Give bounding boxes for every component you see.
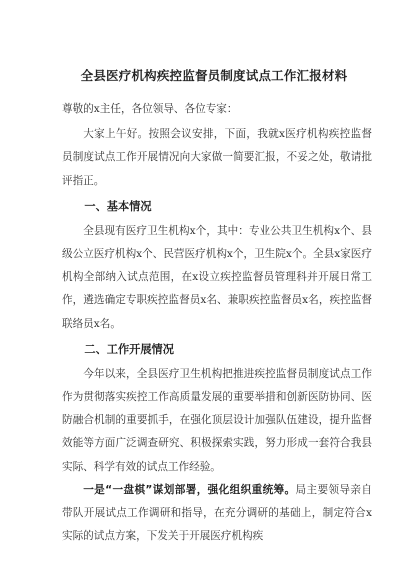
- item-one-body: 局主要领导亲自带队开展试点工作调研和指导，在充分调研的基础上，制定符合x实际的试点方案，下发关于开展医疗机构疾: [62, 483, 372, 543]
- intro-paragraph: 大家上午好。按照会议安排，下面，我就x医疗机构疾控监督员制度试点工作开展情况向大家做一简要汇报，不妥之处，敬请批评指正。: [62, 128, 372, 187]
- item-one-paragraph: [62, 479, 372, 549]
- document-title: 全县医疗机构疾控监督员制度试点工作汇报材料: [80, 68, 348, 83]
- section-progress-paragraph: 今年以来，全县医疗卫生机构把推进疾控监督员制度试点工作作为贯彻落实疾控工作高质量发展的重要举措和创新医防协同、医防融合机制的重要抓手，在强化顶层设计加强队伍建设，提升监督效能等方面广泛调查研究、积极探索实践，努力形成一套符合我县实际、科学有效的试点工作经验。: [62, 367, 372, 473]
- item-one-lead: 一是“一盘棋”谋划部署，强化组织重统筹。: [83, 483, 296, 496]
- salutation: 尊敬的x主任，各位领导、各位专家：: [62, 103, 238, 115]
- section-basic-paragraph: 全县现有医疗卫生机构x个，其中：专业公共卫生机构x个、县级公立医疗机构x个、民营医疗机构x个，卫生院x个。全县x家医疗机构全部纳入试点范围，在x设立疾控监督员管理科并开展日常工作，遴选确定专职疾控监督员x名、兼职疾控监督员x名，疾控监督联络员x名。: [62, 224, 372, 330]
- section-heading-basic: 一、基本情况: [84, 199, 152, 213]
- section-heading-progress: 二、工作开展情况: [84, 342, 174, 356]
